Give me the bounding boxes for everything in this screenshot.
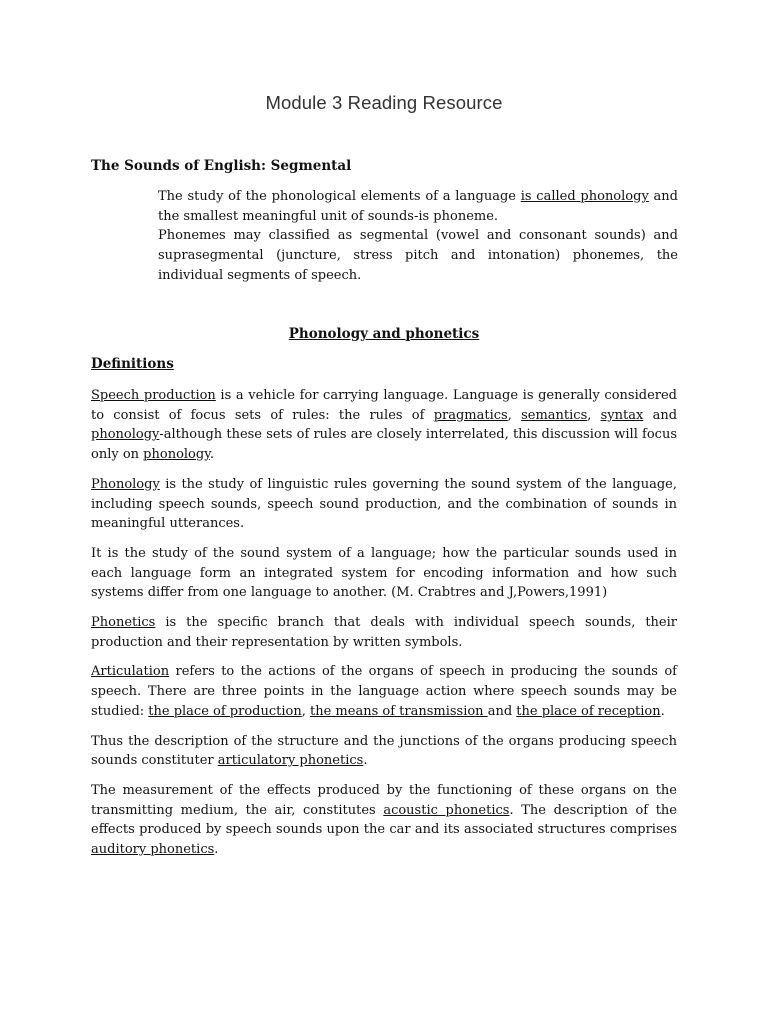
intro-paragraph-2: Phonemes may classified as segmental (vowel and consonant sounds) and suprasegmental (juncture, stress pitch and intonation) phonemes, the individual segments of speech. [158,228,678,283]
paragraph-phonology [91,475,677,534]
text-run: The study of the phonological elements of a language [158,189,521,204]
body-text [91,386,677,870]
paragraph-speech-production [91,386,677,465]
underlined-term: phonology [91,427,160,443]
paragraph-sound-system: It is the study of the sound system of a language; how the particular sounds used in each language form an integrated system for encoding information and how such systems differ from one language to another. (M. Crabtres and J,Powers,1991) [91,545,677,601]
paragraph-acoustic-auditory [91,781,677,860]
text-run: is the specific branch that deals with individual speech sounds, their production and their representation by written symbols. [91,615,677,650]
underlined-term: Phonetics [91,615,156,631]
text-run: and [487,703,517,719]
text-run: The measurement of the effects produced by the functioning of these organs on the transmitting medium, the air, constitutes [91,782,677,818]
underlined-term: pragmatics [433,407,508,423]
underlined-term: the place of production [148,703,302,719]
center-heading: Phonology and phonetics [288,326,480,342]
text-run: , [301,703,310,719]
underlined-term: the means of transmission [310,703,488,719]
underlined-term: semantics [521,407,588,423]
text-run: is a vehicle for carrying language. Language is generally considered to consist of focus sets of rules: the rules of [91,388,677,423]
paragraph-articulation [91,662,677,721]
text-run: . The description of the effects produced by speech sounds upon the car and its associated structures comprises [91,802,677,838]
underlined-term: the place of reception [516,703,661,719]
text-run: and [643,407,678,423]
underlined-term: is called phonology [520,189,649,204]
paragraph-articulatory [91,732,677,771]
underlined-term: Phonology [91,476,160,492]
underlined-term: Speech production [91,388,216,403]
text-run: , [587,407,601,423]
text-run: . [363,753,368,769]
text-run: . [209,447,214,463]
section-heading: The Sounds of English: Segmental [91,158,352,174]
underlined-term: auditory phonetics [91,842,215,858]
underlined-term: acoustic phonetics [383,802,510,818]
text-run: . [214,842,219,858]
text-run: refers to the actions of the organs of speech in producing the sounds of speech. There are three points in the language action where speech sounds may be studied: [91,664,677,719]
intro-paragraph-1 [158,187,678,226]
underlined-term: Articulation [91,664,170,680]
definitions-heading: Definitions [91,356,174,372]
text-run: -although these sets of rules are closely interrelated, this discussion will focus only on [91,427,677,463]
underlined-term: syntax [600,407,644,423]
text-run: Thus the description of the structure and the junctions of the organs producing speech sounds constituter [91,733,677,769]
text-run: . [660,703,665,719]
text-run: is the study of linguistic rules governing the sound system of the language, including speech sounds, speech sound production, and the combination of sounds in meaningful utterances. [91,476,677,532]
underlined-term: phonology [143,447,210,463]
intro-block [158,187,678,286]
text-run: , [507,407,522,423]
text-run: and the smallest meaningful unit of sounds-is phoneme. [158,189,678,224]
paragraph-phonetics [91,613,677,652]
page-title: Module 3 Reading Resource [265,92,503,113]
underlined-term: articulatory phonetics [217,753,364,769]
